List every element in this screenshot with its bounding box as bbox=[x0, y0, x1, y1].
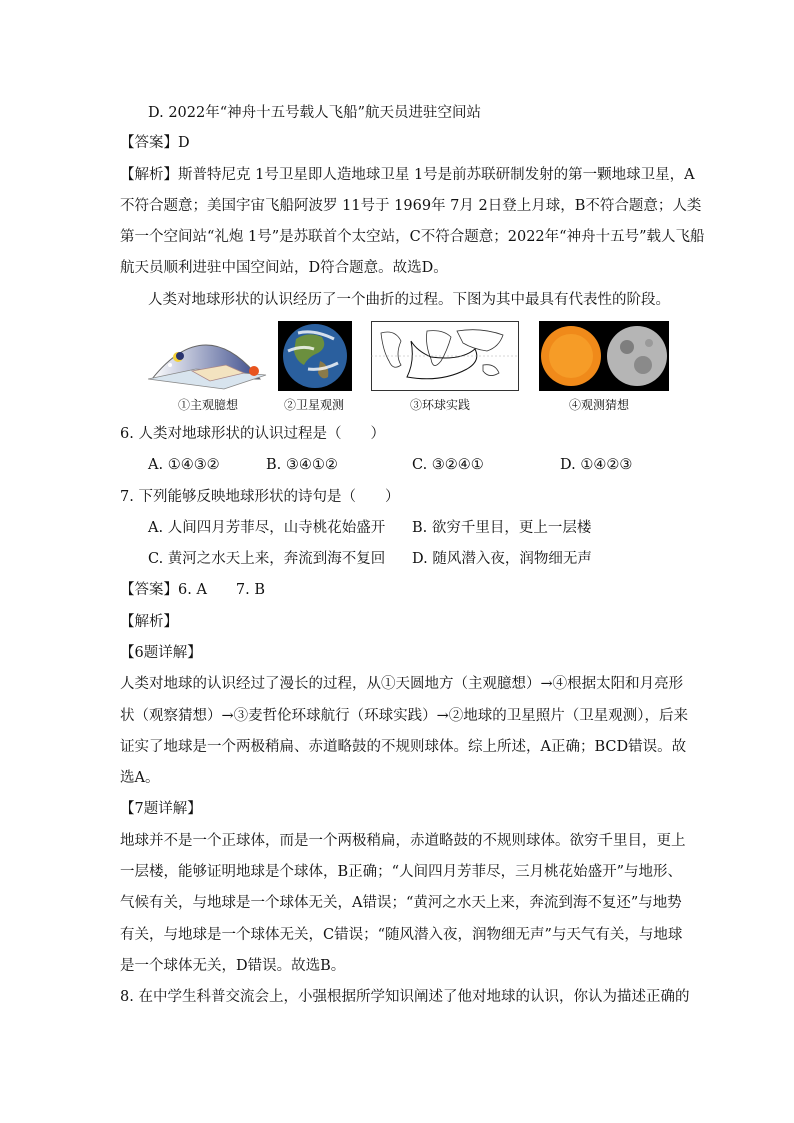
q6-explanation-line: 证实了地球是一个两极稍扁、赤道略鼓的不规则球体。综上所述，A正确；BCD错误。故 bbox=[120, 739, 687, 755]
q6-explanation-line: 选A。 bbox=[120, 770, 160, 786]
q7-option-a: A. 人间四月芳菲尽，山寺桃花始盛开 bbox=[148, 520, 386, 536]
question-7-stem: 7. 下列能够反映地球形状的诗句是（ ） bbox=[120, 489, 400, 505]
analysis-heading: 【解析】 bbox=[120, 614, 178, 630]
earth-satellite-figure bbox=[278, 321, 352, 391]
question-6-stem: 6. 人类对地球形状的认识过程是（ ） bbox=[120, 426, 385, 442]
q7-explanation-line: 气候有关，与地球是一个球体无关，A错误；“黄河之水天上来，奔流到海不复还”与地势 bbox=[120, 895, 682, 911]
analysis-line: 不符合题意；美国宇宙飞船阿波罗 11号于 1969年 7月 2日登上月球，B不符合题意；人类 bbox=[120, 198, 702, 214]
figure-caption-1: ①主观臆想 bbox=[178, 398, 239, 412]
q7-explanation-line: 地球并不是一个正球体，而是一个两极稍扁，赤道略鼓的不规则球体。欲穷千里目，更上 bbox=[120, 833, 686, 849]
q7-option-c: C. 黄河之水天上来，奔流到海不复回 bbox=[148, 551, 386, 567]
q7-option-b: B. 欲穷千里目，更上一层楼 bbox=[412, 520, 592, 536]
q6-option-b: B. ③④①② bbox=[266, 457, 338, 473]
q7-explanation-line: 是一个球体无关，D错误。故选B。 bbox=[120, 958, 346, 974]
q6-option-a: A. ①④③② bbox=[148, 457, 220, 473]
q6-option-c: C. ③②④① bbox=[412, 457, 484, 473]
q7-explanation-heading: 【7题详解】 bbox=[120, 801, 202, 817]
figure-caption-4: ④观测猜想 bbox=[569, 398, 630, 412]
q6-explanation-line: 人类对地球的认识经过了漫长的过程，从①天圆地方（主观臆想）→④根据太阳和月亮形 bbox=[120, 676, 684, 692]
figure-strip bbox=[148, 321, 648, 413]
q6-explanation-line: 状（观察猜想）→③麦哲伦环球航行（环球实践）→②地球的卫星照片（卫星观测），后来 bbox=[120, 708, 689, 724]
analysis-line: 第一个空间站“礼炮 1号”是苏联首个太空站，C不符合题意；2022年“神舟十五号”载人飞船 bbox=[120, 229, 705, 245]
answer-label: 【答案】D bbox=[120, 135, 190, 151]
q7-explanation-line: 一层楼，能够证明地球是个球体，B正确；“人间四月芳菲尽，三月桃花始盛开”与地形、 bbox=[120, 864, 682, 880]
dome-sky-figure bbox=[148, 321, 268, 391]
question-8-stem: 8. 在中学生科普交流会上，小强根据所学知识阐述了他对地球的认识，你认为描述正确的 bbox=[120, 989, 690, 1005]
q6-option-d: D. ①④②③ bbox=[560, 457, 633, 473]
figure-caption-3: ③环球实践 bbox=[410, 398, 471, 412]
circumnavigation-map-figure bbox=[371, 321, 519, 391]
q6-explanation-heading: 【6题详解】 bbox=[120, 645, 202, 661]
figure-caption-2: ②卫星观测 bbox=[284, 398, 345, 412]
sun-moon-figure bbox=[539, 321, 669, 391]
answer-summary: 【答案】6. A 7. B bbox=[120, 582, 266, 598]
q7-option-d: D. 随风潜入夜，润物细无声 bbox=[412, 551, 592, 567]
q7-explanation-line: 有关，与地球是一个球体无关，C错误；“随风潜入夜，润物细无声”与天气有关，与地球 bbox=[120, 927, 683, 943]
option-d-text: D. 2022年“神舟十五号载人飞船”航天员进驻空间站 bbox=[148, 105, 482, 121]
analysis-line: 航天员顺利进驻中国空间站，D符合题意。故选D。 bbox=[120, 260, 448, 276]
analysis-line: 【解析】斯普特尼克 1号卫星即人造地球卫星 1号是前苏联研制发射的第一颗地球卫星，A bbox=[120, 167, 695, 183]
intro-paragraph: 人类对地球形状的认识经历了一个曲折的过程。下图为其中最具有代表性的阶段。 bbox=[148, 292, 670, 308]
